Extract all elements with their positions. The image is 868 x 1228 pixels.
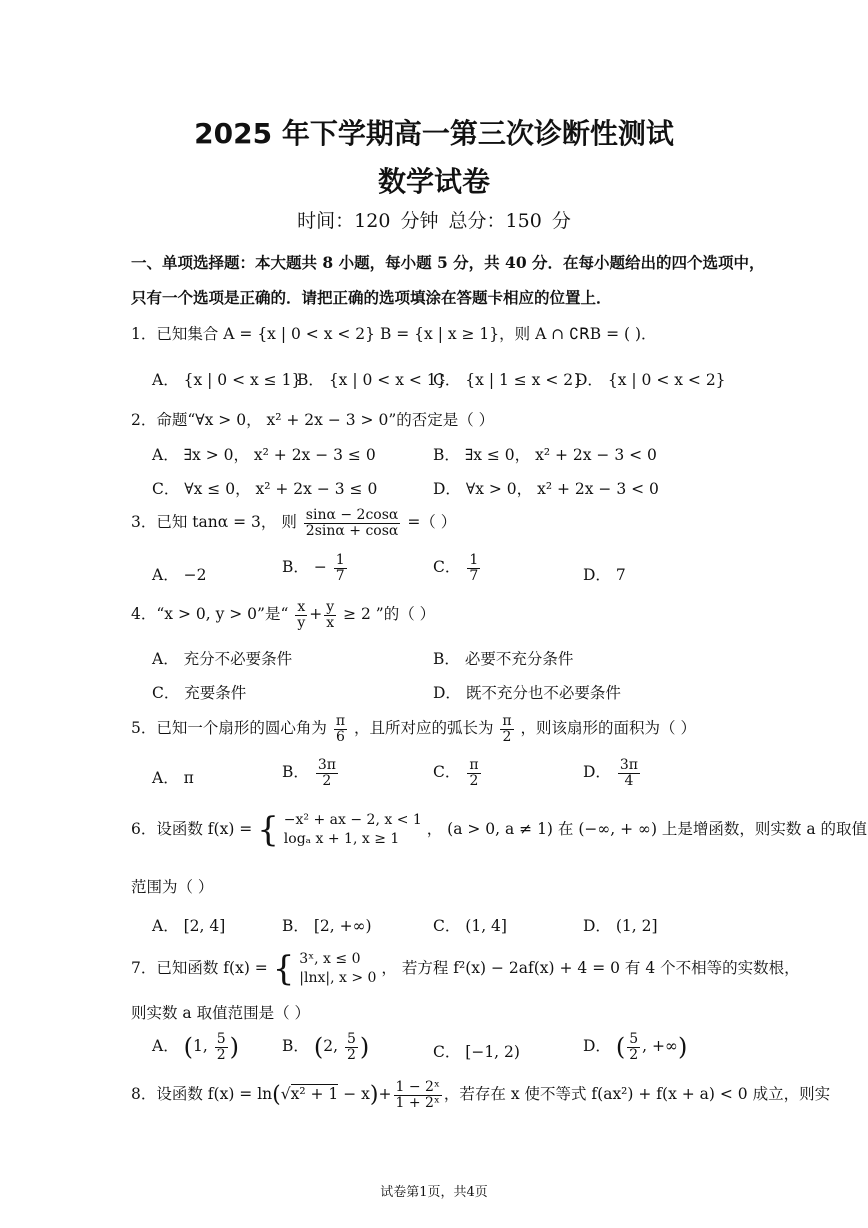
question-7-option-c: C． [−1, 2) [433, 1043, 520, 1061]
question-3-option-c-fraction [467, 553, 480, 583]
question-6-stem-suffix: ， (a > 0, a ≠ 1) 在 (−∞, + ∞) 上是增函数，则实数 a 的取值 [426, 820, 868, 838]
question-4-fraction-1-numerator: x [297, 599, 306, 615]
question-6-option-c: C． (1, 4] [433, 917, 507, 935]
question-2-option-b: B． ∃x ≤ 0， x² + 2x − 3 < 0 [433, 446, 657, 464]
question-3-option-b-denominator: 7 [335, 567, 345, 584]
question-7-option-a-label: A． [152, 1037, 179, 1056]
question-5-option-d [583, 758, 642, 788]
question-1-option-b: B． {x | 0 < x < 1} [297, 371, 447, 389]
question-7-option-d-label: D． [583, 1037, 611, 1056]
question-4-stem: 4．“x > 0, y > 0”是“ $\frac{x}{y}$ + $\frac{y}{x}$ ≥ 2 ”的（ ） [131, 599, 436, 631]
question-5-option-c-label: C． [433, 763, 461, 782]
question-5-option-b-label: B． [282, 763, 309, 782]
question-6-stem-line2: 范围为（ ） [131, 878, 214, 896]
section-instructions-line2: 只有一个选项是正确的．请把正确的选项填涂在答题卡相应的位置上． [131, 288, 612, 307]
question-1-option-c: C． {x | 1 ≤ x < 2} [433, 371, 583, 389]
question-4-fraction-2 [324, 600, 336, 630]
question-4-stem-suffix: ≥ 2 ”的（ ） [343, 605, 436, 624]
question-7-option-b-fraction [345, 1032, 358, 1062]
question-7-option-a: A． (1, $\frac{5}{2}$ ) [152, 1031, 240, 1063]
question-6-stem-prefix: 6．设函数 f(x) = [131, 820, 253, 838]
question-3-fraction-numerator: sinα − 2cosα [305, 507, 399, 523]
question-5-option-b [282, 758, 340, 788]
question-6-option-b: B． [2, +∞) [282, 917, 372, 935]
question-3-stem-prefix: 3．已知 tanα = 3， 则 [131, 513, 297, 532]
section-instructions-line1: 一、单项选择题：本大题共 8 小题，每小题 5 分，共 40 分．在每小题给出的四个选项中， [131, 253, 765, 272]
page-footer: 试卷第1页，共4页 [380, 1185, 488, 1200]
question-7-option-d-upper: , +∞ [642, 1037, 678, 1056]
question-5-fraction-2-numerator: π [502, 713, 512, 729]
question-7-option-d-fraction [627, 1032, 640, 1062]
left-brace-icon: { [272, 949, 295, 989]
question-5-option-a: A． π [152, 769, 194, 787]
question-4-fraction-1 [295, 600, 307, 630]
question-7-option-d: D． ( $\frac{5}{2}$ , +∞) [583, 1031, 688, 1063]
question-7-option-a-lower: 1, [193, 1037, 208, 1056]
question-3-stem [131, 508, 456, 538]
left-brace-icon: { [257, 810, 279, 850]
question-5-option-d-label: D． [583, 763, 611, 782]
question-2-option-d: D． ∀x > 0， x² + 2x − 3 < 0 [433, 480, 659, 498]
question-5-fraction-2-denominator: 2 [502, 728, 512, 745]
question-5-option-b-numerator: 3π [317, 757, 336, 773]
question-7-option-a-numerator: 5 [216, 1031, 226, 1047]
question-4-fraction-2-numerator: y [326, 599, 335, 615]
question-5-option-c [433, 758, 483, 788]
exam-subtitle: 数学试卷 [377, 165, 490, 198]
question-8-stem-suffix: ，若存在 x 使不等式 f(ax²) + f(x + a) < 0 成立，则实 [443, 1085, 831, 1104]
question-6-option-a: A． [2, 4] [152, 917, 226, 935]
question-4-stem-prefix: 4．“x > 0, y > 0”是“ [131, 605, 289, 624]
question-3-option-c-denominator: 7 [469, 567, 479, 584]
question-5-option-d-denominator: 4 [624, 772, 634, 789]
question-7-piece-1: 3ˣ, x ≤ 0 [299, 951, 361, 967]
question-5-fraction-2 [500, 714, 513, 744]
question-4-option-a: A． 充分不必要条件 [152, 650, 293, 668]
question-3-option-b-label: B． − [282, 558, 327, 577]
question-4-fraction-1-denominator: y [297, 614, 306, 631]
question-5-option-c-numerator: π [469, 757, 479, 773]
question-7-option-b: B． (2, $\frac{5}{2}$ ) [282, 1031, 370, 1063]
question-7-option-b-lower: 2, [323, 1037, 338, 1056]
question-8-stem-middle: − x [338, 1085, 370, 1104]
question-5-stem-suffix: ，则该扇形的面积为（ ） [520, 719, 696, 738]
question-7-stem-line2: 则实数 a 取值范围是（ ） [131, 1004, 311, 1022]
question-5-fraction-1-numerator: π [335, 713, 346, 729]
question-1-stem: 1．已知集合 A = {x | 0 < x < 2} B = {x | x ≥ 1}，则 A ∩ ∁ꓣB = ( )． [131, 325, 657, 343]
question-3-option-b-fraction [334, 553, 347, 583]
question-7-stem [131, 950, 800, 988]
question-5-stem [131, 714, 696, 744]
question-5-stem-middle: ，且所对应的弧长为 [353, 719, 494, 738]
question-4-option-d: D． 既不充分也不必要条件 [433, 684, 621, 702]
question-2-stem: 2．命题“∀x > 0， x² + 2x − 3 > 0”的否定是（ ） [131, 411, 495, 429]
question-6-stem [131, 811, 867, 849]
question-8-stem-prefix: 8．设函数 f(x) = ln [131, 1085, 273, 1104]
question-7-option-d-denominator: 2 [629, 1046, 639, 1063]
question-7-stem-prefix: 7．已知函数 f(x) = [131, 959, 268, 977]
question-7-stem-suffix: ， 若方程 f²(x) − 2af(x) + 4 = 0 有 4 个不相等的实数根， [381, 959, 800, 977]
exam-title: 2025 年下学期高一第三次诊断性测试 [194, 117, 674, 150]
question-1-option-d: D． {x | 0 < x < 2} [575, 371, 726, 389]
question-8-stem: 8．设函数 f(x) = ln(√x² + 1 − x)+ $\frac{\text{1 − 2ˣ}}{\text{1 + 2ˣ}}$ ，若存在 x 使不等式 f(ax²) + f(x + a) < 0 成立，则实 [131, 1079, 831, 1111]
question-5-option-c-fraction [467, 758, 480, 788]
question-6-piece-1: −x² + ax − 2, x < 1 [283, 812, 422, 828]
question-8-sqrt: x² + 1 [290, 1085, 339, 1104]
question-3-option-b [282, 553, 349, 583]
question-5-option-c-denominator: 2 [469, 772, 479, 789]
question-5-option-b-denominator: 2 [322, 772, 332, 789]
question-6-piece-2: logₐ x + 1, x ≥ 1 [283, 831, 400, 847]
question-3-option-b-numerator: 1 [335, 552, 345, 568]
question-5-option-d-numerator: 3π [619, 757, 638, 773]
question-5-fraction-1 [334, 714, 347, 744]
question-8-fraction-numerator: 1 − 2ˣ [395, 1079, 440, 1095]
question-2-option-c: C． ∀x ≤ 0， x² + 2x − 3 ≤ 0 [152, 480, 378, 498]
question-7-option-b-denominator: 2 [346, 1046, 356, 1063]
exam-meta: 时间：120 分钟 总分：150 分 [297, 210, 571, 232]
question-6-piecewise [284, 811, 422, 849]
question-8-fraction-denominator: 1 + 2ˣ [395, 1094, 440, 1111]
question-3-option-c-label: C． [433, 558, 461, 577]
question-4-fraction-2-denominator: x [326, 614, 335, 631]
question-3-fraction [304, 508, 401, 538]
question-4-option-c: C． 充要条件 [152, 684, 247, 702]
question-5-stem-prefix: 5．已知一个扇形的圆心角为 [131, 719, 327, 738]
question-1-option-a: A． {x | 0 < x ≤ 1} [152, 371, 302, 389]
question-6-option-d: D． (1, 2] [583, 917, 658, 935]
question-7-option-b-label: B． [282, 1037, 309, 1056]
question-8-fraction [394, 1080, 442, 1110]
question-3-fraction-denominator: 2sinα + cosα [305, 522, 399, 539]
question-7-option-d-numerator: 5 [629, 1031, 639, 1047]
question-7-piece-2: |lnx|, x > 0 [299, 970, 377, 986]
question-4-option-b: B． 必要不充分条件 [433, 650, 574, 668]
question-7-option-a-fraction [215, 1032, 228, 1062]
question-5-fraction-1-denominator: 6 [335, 728, 345, 745]
question-7-option-a-denominator: 2 [216, 1046, 226, 1063]
question-5-option-d-fraction [618, 758, 640, 788]
question-5-option-b-fraction [316, 758, 338, 788]
question-7-piecewise [299, 950, 376, 988]
question-2-option-a: A． ∃x > 0， x² + 2x − 3 ≤ 0 [152, 446, 376, 464]
question-7-option-b-numerator: 5 [346, 1031, 356, 1047]
question-3-option-c-numerator: 1 [469, 552, 479, 568]
question-3-option-d: D． 7 [583, 566, 626, 584]
question-3-option-c [433, 553, 482, 583]
question-3-option-a: A． −2 [152, 566, 207, 584]
question-3-stem-suffix: =（ ） [407, 513, 457, 532]
